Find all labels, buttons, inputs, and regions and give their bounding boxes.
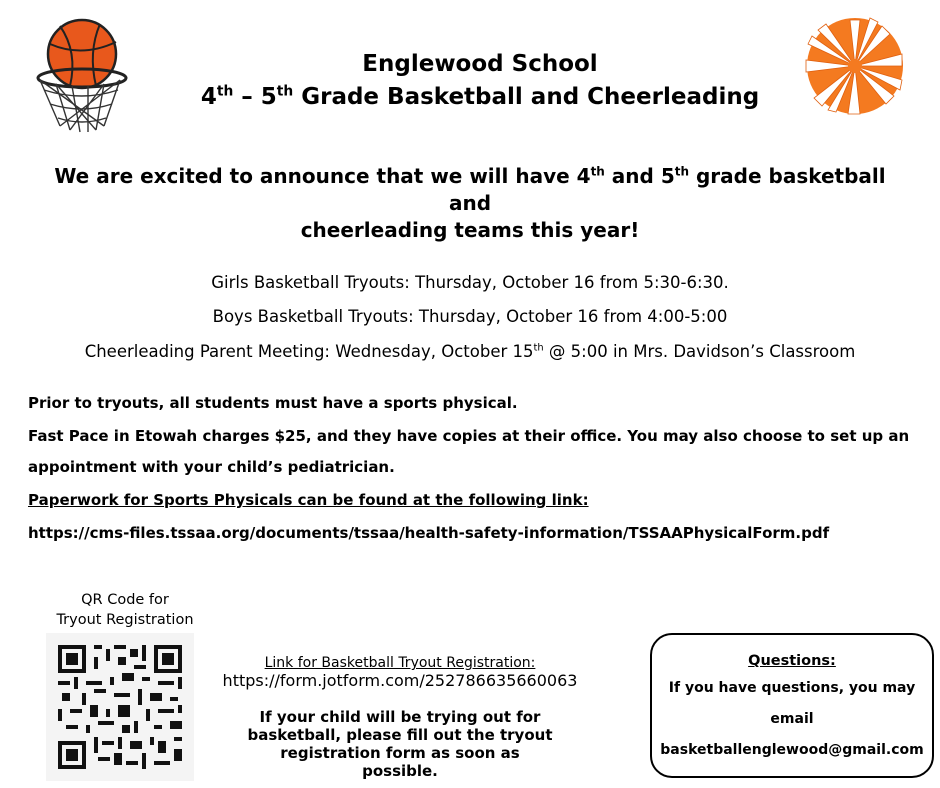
basketball-hoop-icon [30, 16, 132, 138]
announcement [40, 163, 900, 244]
boys-tryout-line: Boys Basketball Tryouts: Thursday, October 16 from 4:00-5:00 [212, 307, 728, 326]
school-name: Englewood School [362, 51, 598, 77]
announcement-line-2: cheerleading teams this year! [300, 218, 640, 242]
qr-caption: QR Code for Tryout Registration [56, 592, 194, 628]
page-title [180, 48, 780, 114]
registration-link[interactable]: https://form.jotform.com/252786635660063 [222, 671, 578, 690]
contact-email[interactable]: basketballenglewood@gmail.com [660, 742, 924, 758]
qr-code-image[interactable] [46, 633, 194, 781]
physical-pediatrician-line: appointment with your child’s pediatrician. [28, 458, 395, 476]
questions-box [650, 633, 934, 778]
paperwork-heading: Paperwork for Sports Physicals can be found at the following link: [28, 491, 589, 509]
physical-requirement: Prior to tryouts, all students must have a sports physical. [28, 394, 518, 412]
announcement-line-1: We are excited to announce that we will have 4th and 5th grade basketball and [54, 164, 886, 215]
registration-note: If your child will be trying out for basketball, please fill out the tryout registration form as soon as possible. [247, 708, 553, 780]
grade-heading: 4th – 5th Grade Basketball and Cheerleading [200, 83, 760, 110]
questions-line-2: email [770, 711, 814, 727]
registration-section [200, 654, 600, 780]
physical-cost-line: Fast Pace in Etowah charges $25, and they have copies at their office. You may also choose to set up an [28, 427, 910, 445]
questions-line-1: If you have questions, you may [668, 680, 916, 696]
pom-pom-icon [802, 14, 908, 118]
physical-form-link[interactable]: https://cms-files.tssaa.org/documents/tssaa/health-safety-information/TSSAAPhysicalForm.pdf [28, 524, 830, 542]
questions-title: Questions: [748, 653, 836, 669]
girls-tryout-line: Girls Basketball Tryouts: Thursday, October 16 from 5:30-6:30. [211, 273, 729, 292]
cheer-meeting-line: Cheerleading Parent Meeting: Wednesday, October 15th @ 5:00 in Mrs. Davidson’s Classroom [84, 342, 856, 361]
registration-label: Link for Basketball Tryout Registration: [264, 655, 536, 671]
